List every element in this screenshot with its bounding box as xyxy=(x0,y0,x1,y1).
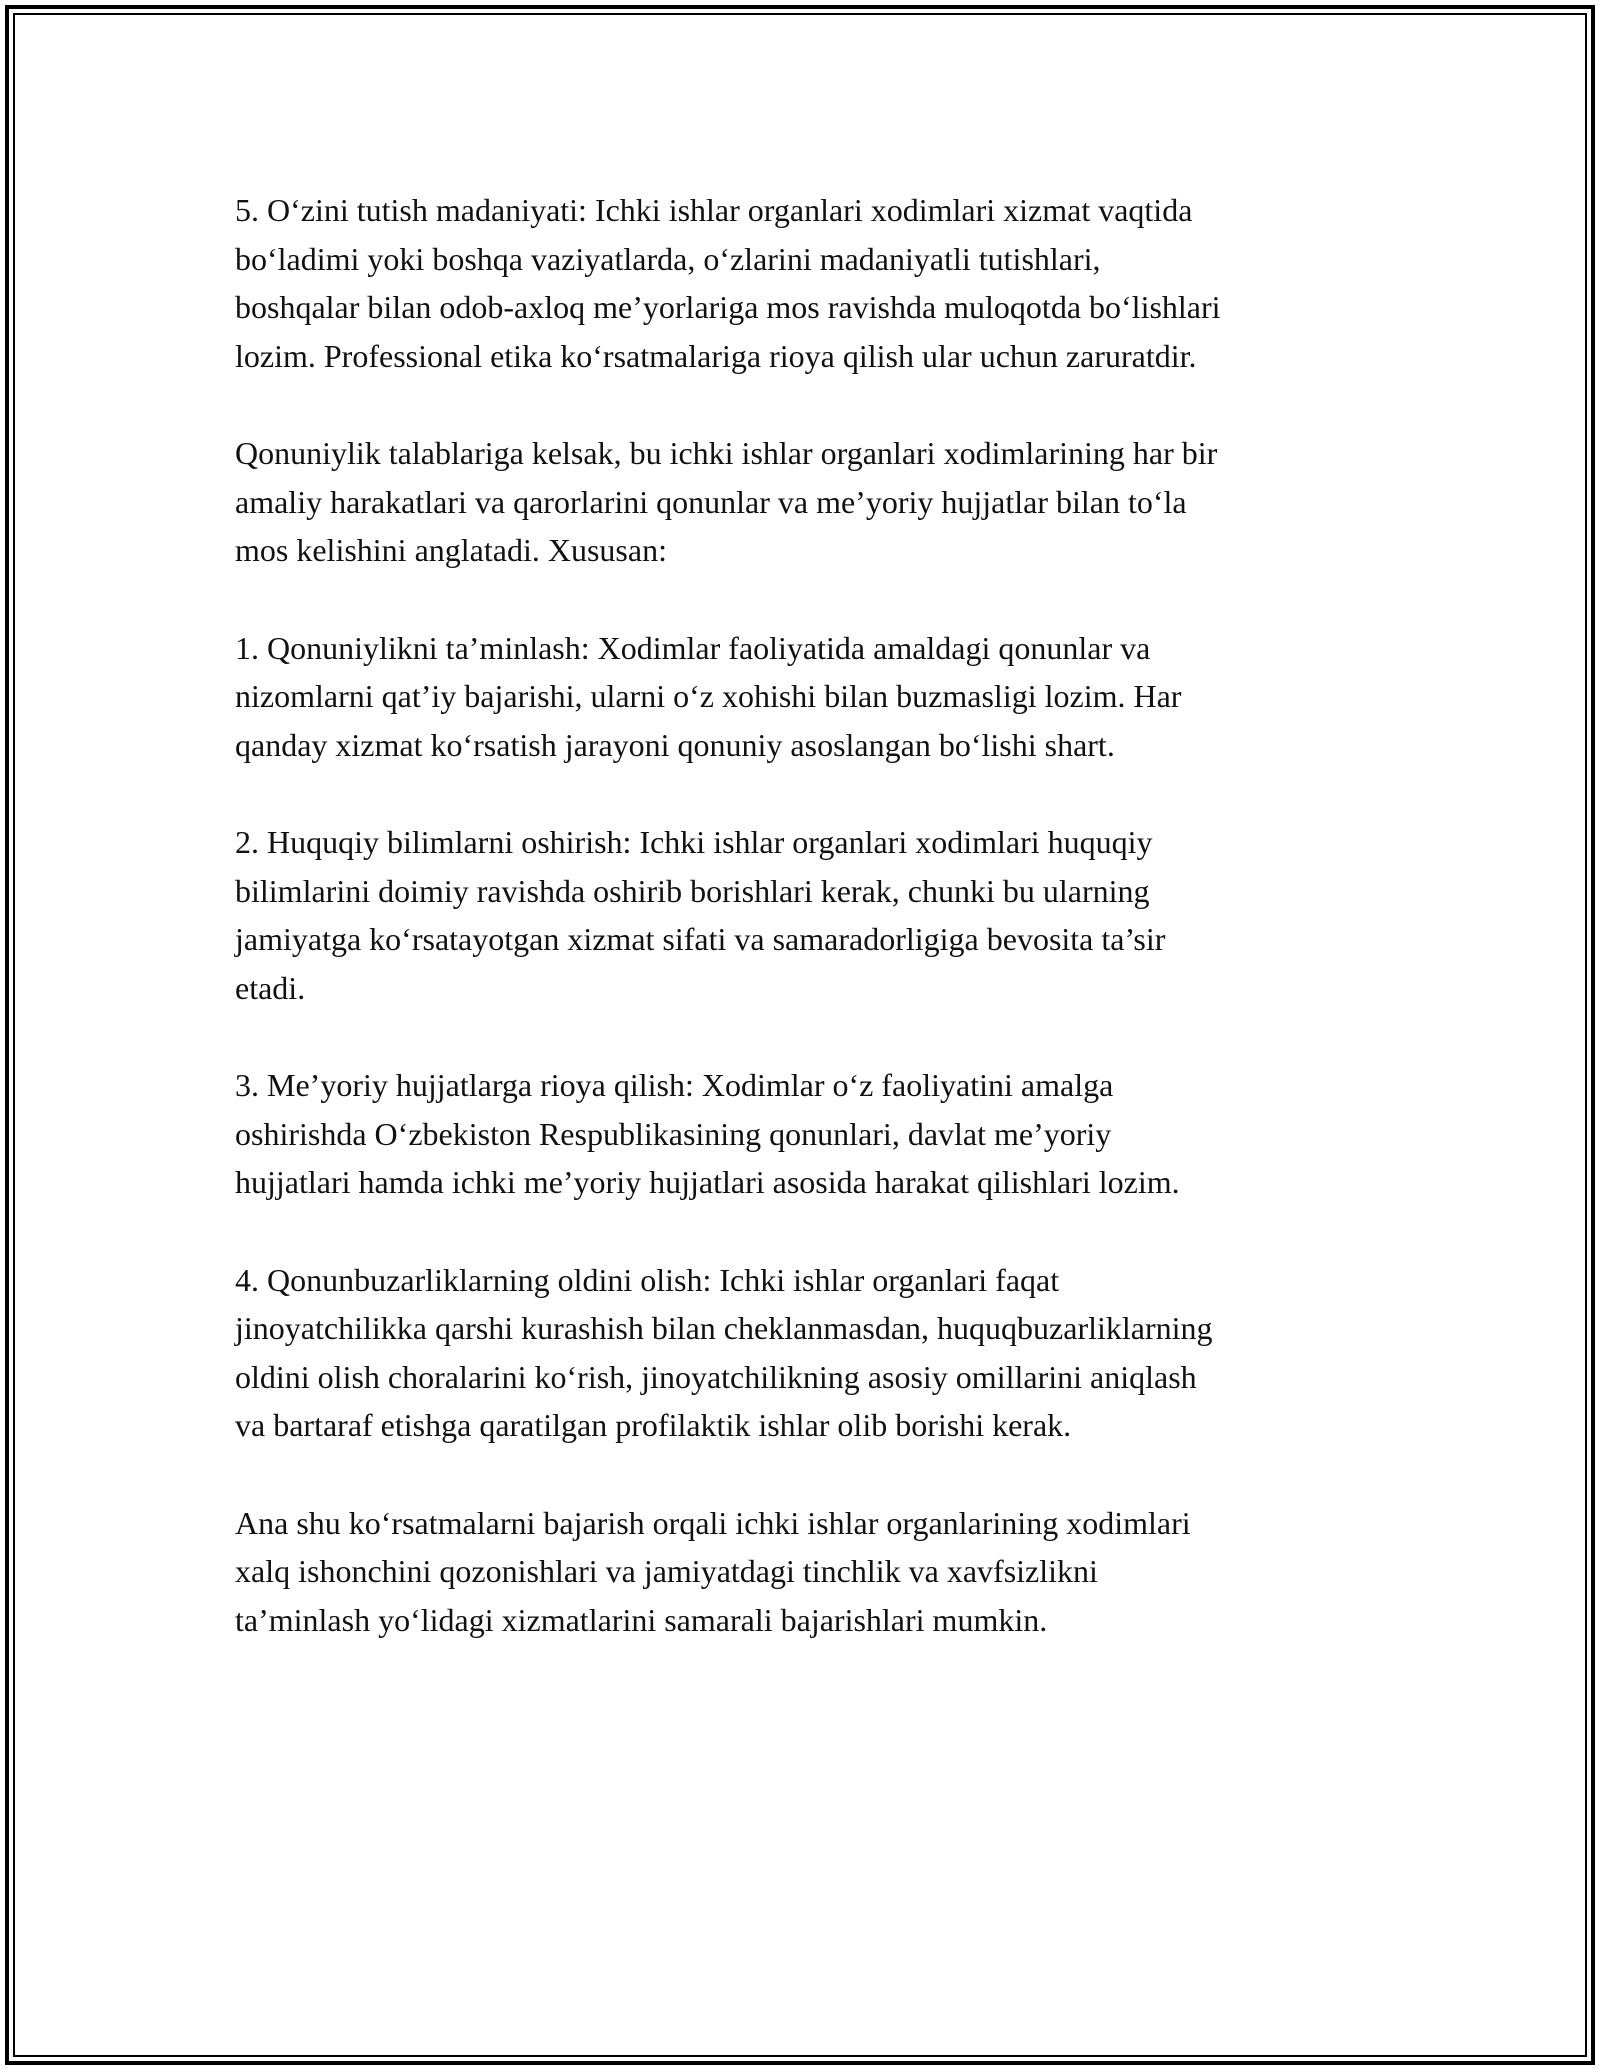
text-line: bilimlarini doimiy ravishda oshirib borishlari kerak, chunki bu ularning xyxy=(235,872,1150,909)
paragraph-offense-prevention xyxy=(235,1256,1375,1450)
text-line: amaliy harakatlari va qarorlarini qonunlar va me’yoriy hujjatlar bilan to‘la xyxy=(235,483,1187,520)
text-line: 1. Qonuniylikni ta’minlash: Xodimlar faoliyatida amaldagi qonunlar va xyxy=(235,629,1151,666)
text-line: jinoyatchilikka qarshi kurashish bilan cheklanmasdan, huquqbuzarliklarning xyxy=(235,1310,1213,1346)
text-line: nizomlarni qat’iy bajarishi, ularni o‘z xohishi bilan buzmasligi lozim. Har xyxy=(235,678,1182,714)
text-line: va bartaraf etishga qaratilgan profilaktik ishlar olib borishi kerak. xyxy=(235,1407,1072,1443)
text-line: ta’minlash yo‘lidagi xizmatlarini samarali bajarishlari mumkin. xyxy=(235,1601,1048,1638)
text-line: hujjatlari hamda ichki me’yoriy hujjatlari asosida harakat qilishlari lozim. xyxy=(235,1164,1180,1200)
text-line: 4. Qonunbuzarliklarning oldini olish: Ichki ishlar organlari faqat xyxy=(235,1261,1060,1298)
paragraph-normative-documents xyxy=(235,1061,1375,1207)
text-line: Ana shu ko‘rsatmalarni bajarish orqali ichki ishlar organlarining xodimlari xyxy=(235,1504,1191,1541)
paragraph-conduct-culture xyxy=(235,186,1375,380)
text-line: boshqalar bilan odob-axloq me’yorlariga mos ravishda muloqotda bo‘lishlari xyxy=(235,289,1221,325)
text-line: etadi. xyxy=(235,969,306,1006)
text-line: 5. O‘zini tutish madaniyati: Ichki ishlar organlari xodimlari xizmat vaqtida xyxy=(235,192,1193,228)
text-line: 2. Huquqiy bilimlarni oshirish: Ichki ishlar organlari xodimlari huquqiy xyxy=(235,824,1153,860)
text-line: jamiyatga ko‘rsatayotgan xizmat sifati va samaradorligiga bevosita ta’sir xyxy=(235,921,1166,957)
text-line: qanday xizmat ko‘rsatish jarayoni qonuniy asoslangan bo‘lishi shart. xyxy=(235,726,1115,763)
text-line: oshirishda O‘zbekiston Respublikasining qonunlari, davlat me’yoriy xyxy=(235,1115,1112,1152)
text-line: mos kelishini anglatadi. Xususan: xyxy=(235,532,667,568)
text-line: Qonuniylik talablariga kelsak, bu ichki ishlar organlari xodimlarining har bir xyxy=(235,435,1218,471)
paragraph-legality-intro xyxy=(235,429,1375,575)
paragraph-ensure-legality xyxy=(235,624,1375,770)
text-line: 3. Me’yoriy hujjatlarga rioya qilish: Xodimlar o‘z faoliyatini amalga xyxy=(235,1067,1114,1103)
document-body xyxy=(235,186,1375,1644)
text-line: lozim. Professional etika ko‘rsatmalariga rioya qilish ular uchun zaruratdir. xyxy=(235,337,1197,374)
text-line: bo‘ladimi yoki boshqa vaziyatlarda, o‘zlarini madaniyatli tutishlari, xyxy=(235,240,1101,277)
text-line: oldini olish choralarini ko‘rish, jinoyatchilikning asosiy omillarini aniqlash xyxy=(235,1358,1197,1395)
text-line: xalq ishonchini qozonishlari va jamiyatdagi tinchlik va xavfsizlikni xyxy=(235,1553,1098,1589)
paragraph-legal-knowledge xyxy=(235,818,1375,1012)
paragraph-conclusion xyxy=(235,1499,1375,1645)
